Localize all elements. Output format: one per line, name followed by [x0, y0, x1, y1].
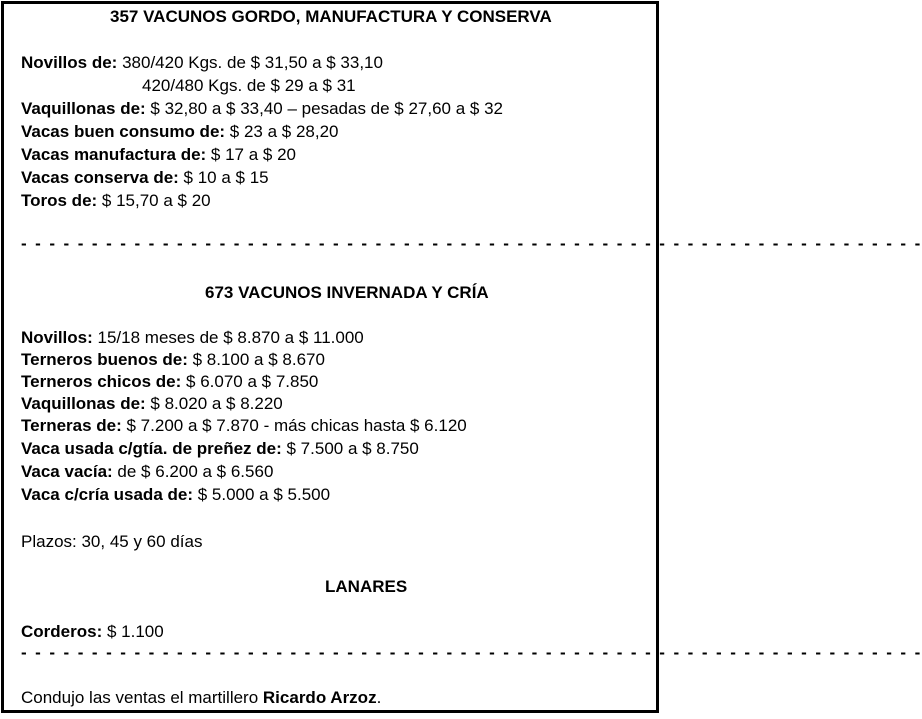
price-row [142, 76, 356, 96]
price-row [21, 168, 269, 188]
row-label: Vaquillonas de: [21, 99, 146, 118]
price-row [21, 485, 330, 505]
row-label: Corderos: [21, 622, 103, 641]
row-value: $ 1.100 [102, 622, 164, 641]
footer-suffix: . [376, 688, 382, 707]
section-title-invernada: 673 VACUNOS INVERNADA Y CRÍA [205, 283, 489, 302]
row-value: $ 8.020 a $ 8.220 [145, 394, 283, 413]
row-label: Terneros buenos de: [21, 350, 188, 369]
price-row [21, 416, 467, 436]
auctioneer-name: Ricardo Arzoz [262, 688, 377, 707]
row-label: Novillos de: [21, 53, 118, 72]
row-label: Vaca c/cría usada de: [21, 485, 193, 504]
row-value: $ 7.500 a $ 8.750 [281, 439, 419, 458]
row-label: Vaca vacía: [21, 462, 113, 481]
section-title-lanares: LANARES [325, 577, 408, 596]
price-row [21, 145, 296, 165]
row-value: $ 15,70 a $ 20 [97, 191, 211, 210]
dashed-separator: - - - - - - - - - - - - - - - - - - - - - - - - - - - - - - - - - - - - - - - - - - - - - - - - - - - - - - - - - - - - - - - - [21, 234, 922, 253]
price-row [21, 99, 503, 119]
price-row [21, 191, 211, 211]
row-value: 420/480 Kgs. de $ 29 a $ 31 [142, 76, 356, 95]
price-row [21, 372, 318, 392]
row-value: $ 7.200 a $ 7.870 - más chicas hasta $ 6.120 [121, 416, 467, 435]
row-value: $ 6.070 a $ 7.850 [181, 372, 319, 391]
row-value: $ 8.100 a $ 8.670 [187, 350, 325, 369]
price-row [21, 462, 273, 482]
payment-terms: Plazos: 30, 45 y 60 días [21, 532, 203, 551]
row-value: $ 17 a $ 20 [206, 145, 297, 164]
row-value: $ 32,80 a $ 33,40 – pesadas de $ 27,60 a $ 32 [145, 99, 504, 118]
price-row [21, 328, 364, 348]
price-row [21, 122, 339, 142]
row-value: $ 5.000 a $ 5.500 [193, 485, 331, 504]
row-label: Terneras de: [21, 416, 122, 435]
row-label: Vacas manufactura de: [21, 145, 207, 164]
row-label: Vacas buen consumo de: [21, 122, 226, 141]
row-value: $ 10 a $ 15 [178, 168, 269, 187]
price-row [21, 622, 164, 642]
row-value: de $ 6.200 a $ 6.560 [112, 462, 274, 481]
row-value: 380/420 Kgs. de $ 31,50 a $ 33,10 [117, 53, 383, 72]
footer-note [21, 688, 381, 708]
row-label: Vaquillonas de: [21, 394, 146, 413]
row-value: 15/18 meses de $ 8.870 a $ 11.000 [92, 328, 364, 347]
price-row [21, 350, 325, 370]
row-label: Terneros chicos de: [21, 372, 182, 391]
price-row [21, 53, 383, 73]
price-row [21, 394, 283, 414]
row-label: Vaca usada c/gtía. de preñez de: [21, 439, 282, 458]
row-label: Vacas conserva de: [21, 168, 179, 187]
price-row [21, 439, 419, 459]
row-label: Novillos: [21, 328, 93, 347]
footer-prefix: Condujo las ventas el martillero [21, 688, 263, 707]
row-label: Toros de: [21, 191, 98, 210]
section-title-gordo: 357 VACUNOS GORDO, MANUFACTURA Y CONSERVA [110, 7, 552, 26]
dashed-separator: - - - - - - - - - - - - - - - - - - - - - - - - - - - - - - - - - - - - - - - - - - - - - - - - - - - - - - - - - - - - - - - - [21, 643, 922, 662]
row-value: $ 23 a $ 28,20 [225, 122, 339, 141]
